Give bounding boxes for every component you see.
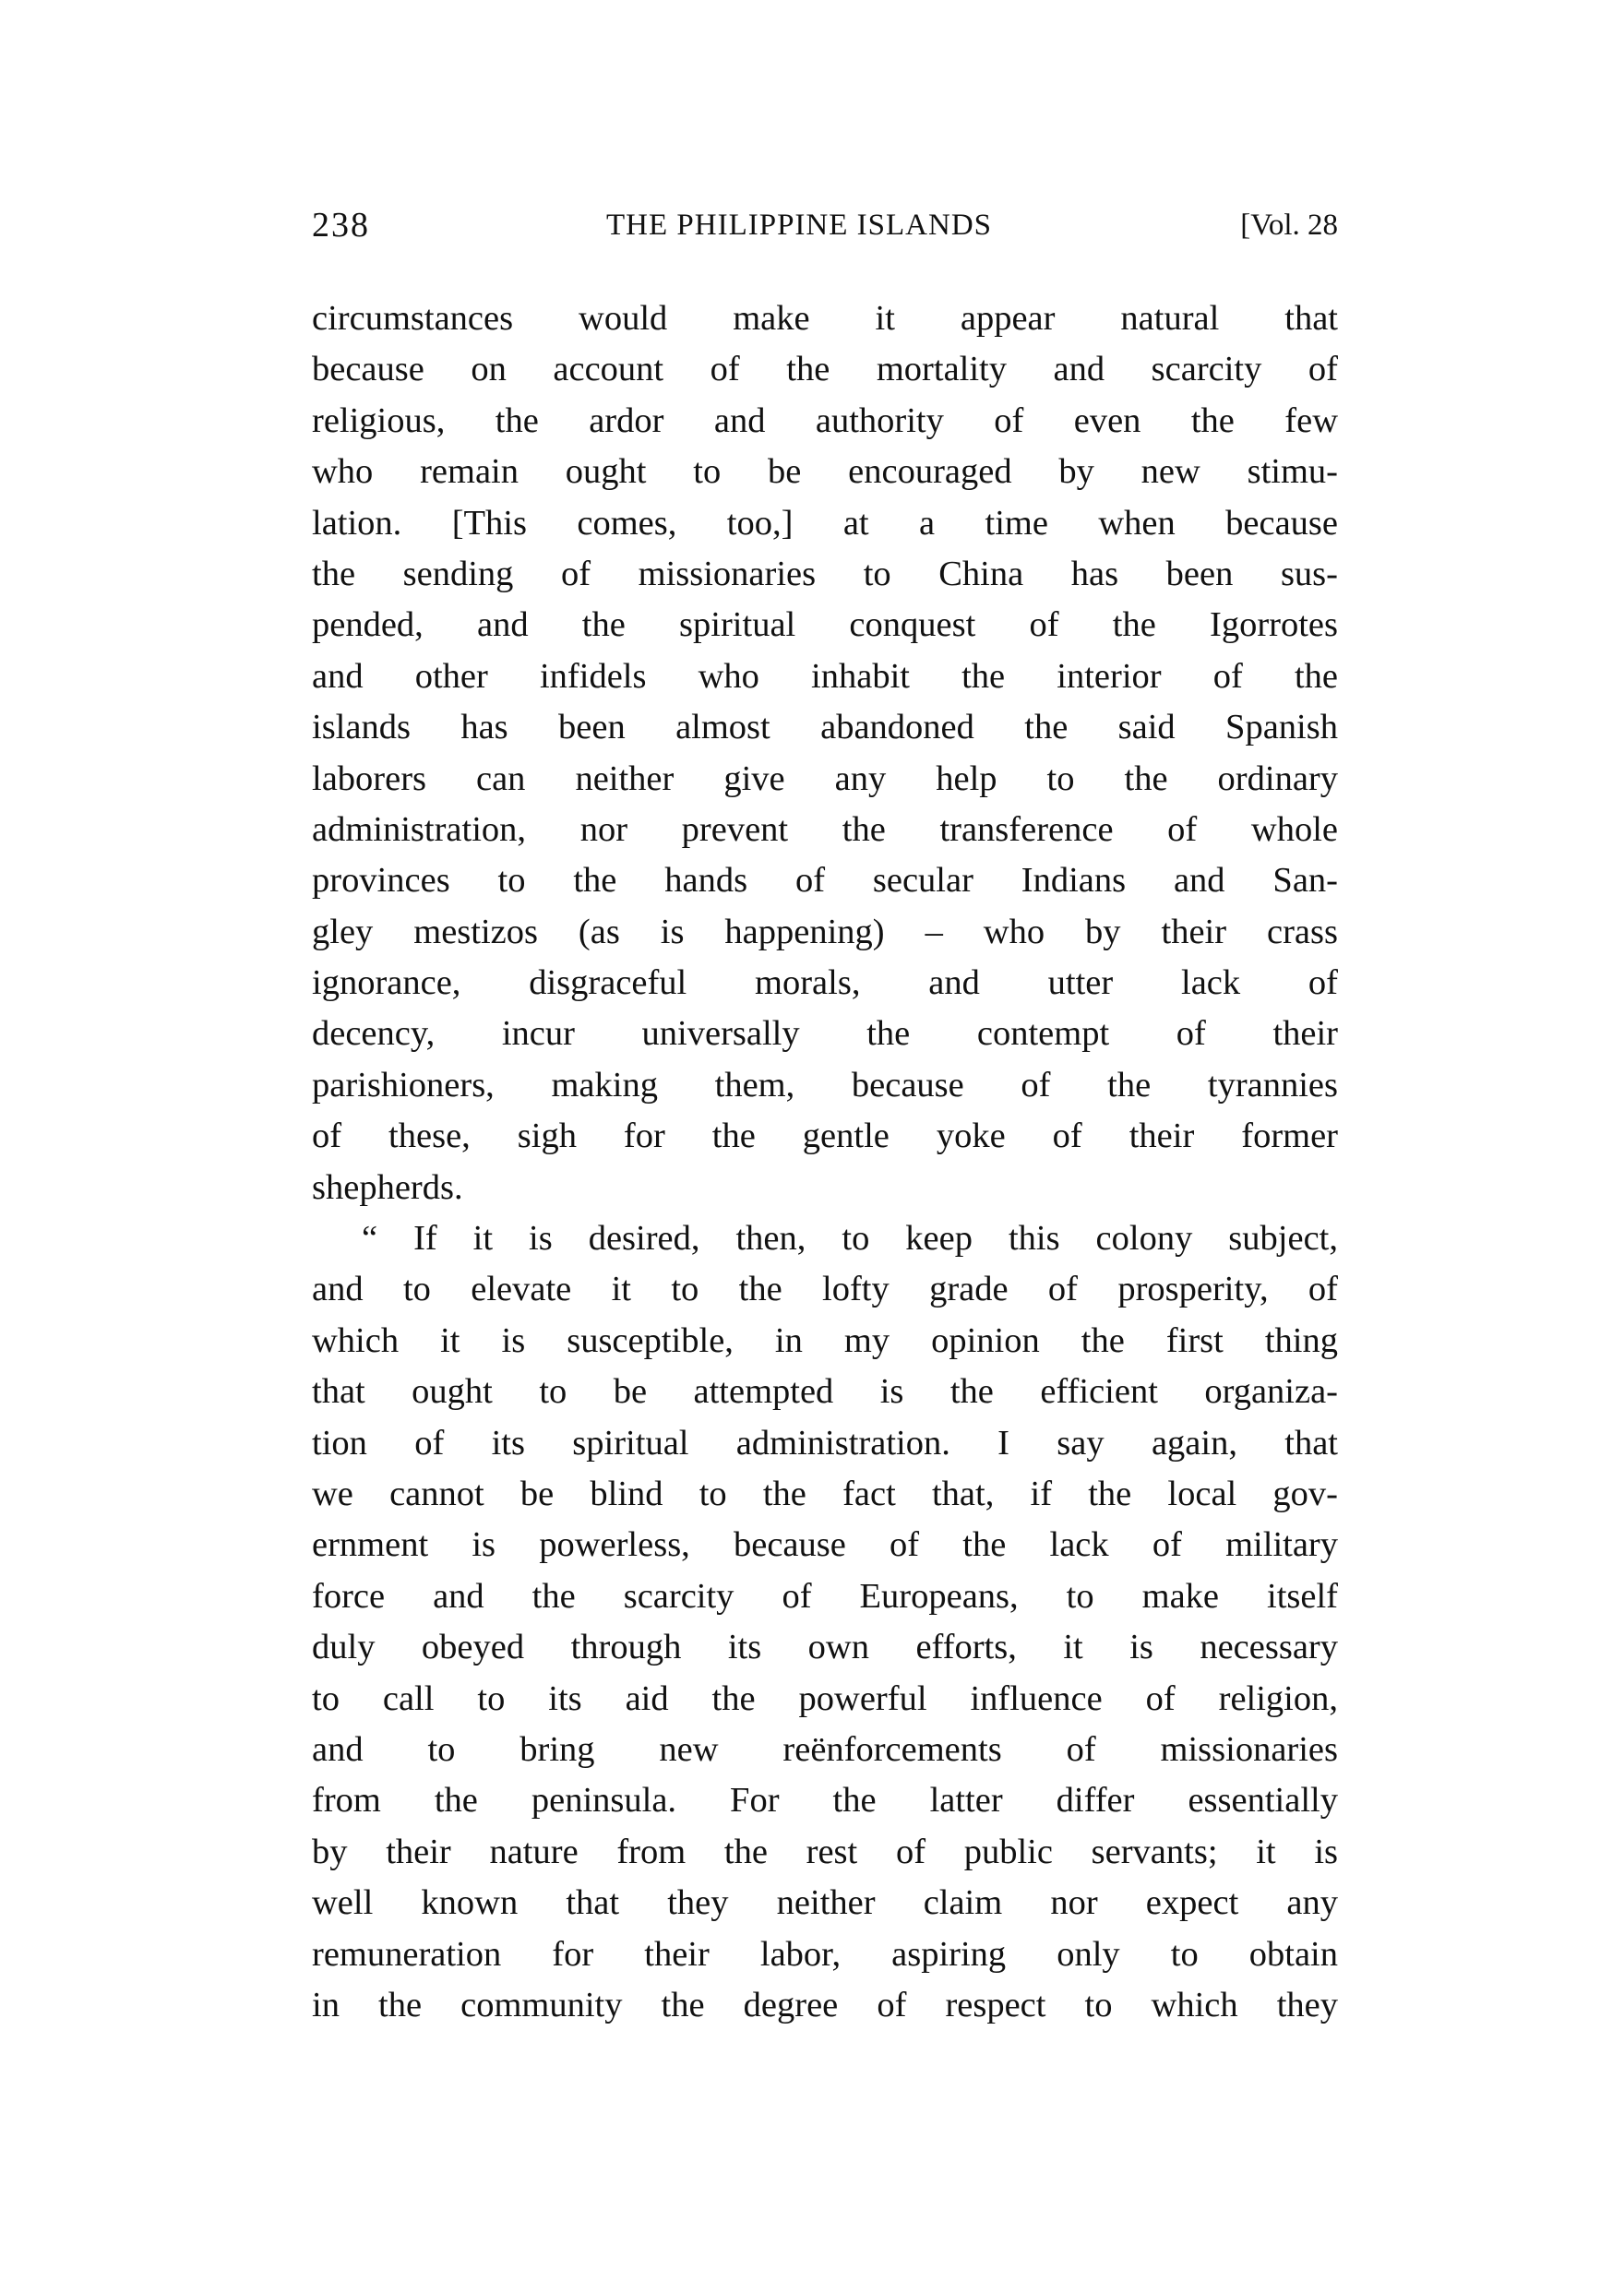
text-line: force and the scarcity of Europeans, to make itself: [312, 1576, 1338, 1616]
text-line: pended, and the spiritual conquest of the Igorrotes: [312, 605, 1338, 645]
text-line: well known that they neither claim nor expect any: [312, 1883, 1338, 1923]
text-line: parishioners, making them, because of the tyrannies: [312, 1065, 1338, 1105]
text-line: duly obeyed through its own efforts, it is necessary: [312, 1628, 1338, 1667]
page-number: 238: [312, 206, 370, 245]
volume-number: [Vol. 28: [1240, 209, 1338, 242]
text-line: provinces to the hands of secular Indians and San-: [312, 861, 1338, 901]
text-line: in the community the degree of respect to which they: [312, 1985, 1338, 2024]
text-line: because on account of the mortality and scarcity of: [312, 350, 1338, 389]
text-line: islands has been almost abandoned the said Spanish: [312, 708, 1338, 747]
paragraph-1: [312, 293, 1338, 1213]
text-line: of these, sigh for the gentle yoke of their former: [312, 1117, 1338, 1156]
book-title: THE PHILIPPINE ISLANDS: [606, 209, 992, 242]
running-head: [312, 197, 1338, 253]
text-line: decency, incur universally the contempt of their: [312, 1014, 1338, 1054]
paragraph-2: [312, 1213, 1338, 2031]
body-text: [312, 293, 1338, 2031]
text-line: the sending of missionaries to China has been sus-: [312, 554, 1338, 593]
text-line: and other infidels who inhabit the interior of the: [312, 656, 1338, 696]
text-line: and to bring new reënforcements of missionaries: [312, 1729, 1338, 1769]
text-line: religious, the ardor and authority of even the few: [312, 400, 1338, 440]
text-line: ignorance, disgraceful morals, and utter lack of: [312, 963, 1338, 1003]
text-line: ernment is powerless, because of the lack of military: [312, 1525, 1338, 1565]
text-line: administration, nor prevent the transference of whole: [312, 809, 1338, 849]
text-line: remuneration for their labor, aspiring only to obtain: [312, 1934, 1338, 1974]
text-line: shepherds.: [312, 1167, 463, 1207]
text-line: by their nature from the rest of public servants; it is: [312, 1832, 1338, 1871]
text-line: who remain ought to be encouraged by new stimu-: [312, 452, 1338, 492]
text-line: tion of its spiritual administration. I say again, that: [312, 1423, 1338, 1463]
text-line: from the peninsula. For the latter differ essentially: [312, 1781, 1338, 1821]
text-line: which it is susceptible, in my opinion the first thing: [312, 1320, 1338, 1360]
text-line: and to elevate it to the lofty grade of prosperity, of: [312, 1270, 1338, 1309]
text-line: gley mestizos (as is happening) – who by their crass: [312, 912, 1338, 951]
book-page: [312, 0, 1338, 2281]
text-line: that ought to be attempted is the efficient organiza-: [312, 1372, 1338, 1412]
text-line: to call to its aid the powerful influence of religion,: [312, 1678, 1338, 1718]
text-line: we cannot be blind to the fact that, if the local gov-: [312, 1474, 1338, 1513]
text-line: lation. [This comes, too,] at a time when because: [312, 503, 1338, 543]
text-line: laborers can neither give any help to the ordinary: [312, 758, 1338, 798]
text-line: circumstances would make it appear natural that: [312, 299, 1338, 338]
text-line: “ If it is desired, then, to keep this colony subject,: [362, 1219, 1338, 1259]
